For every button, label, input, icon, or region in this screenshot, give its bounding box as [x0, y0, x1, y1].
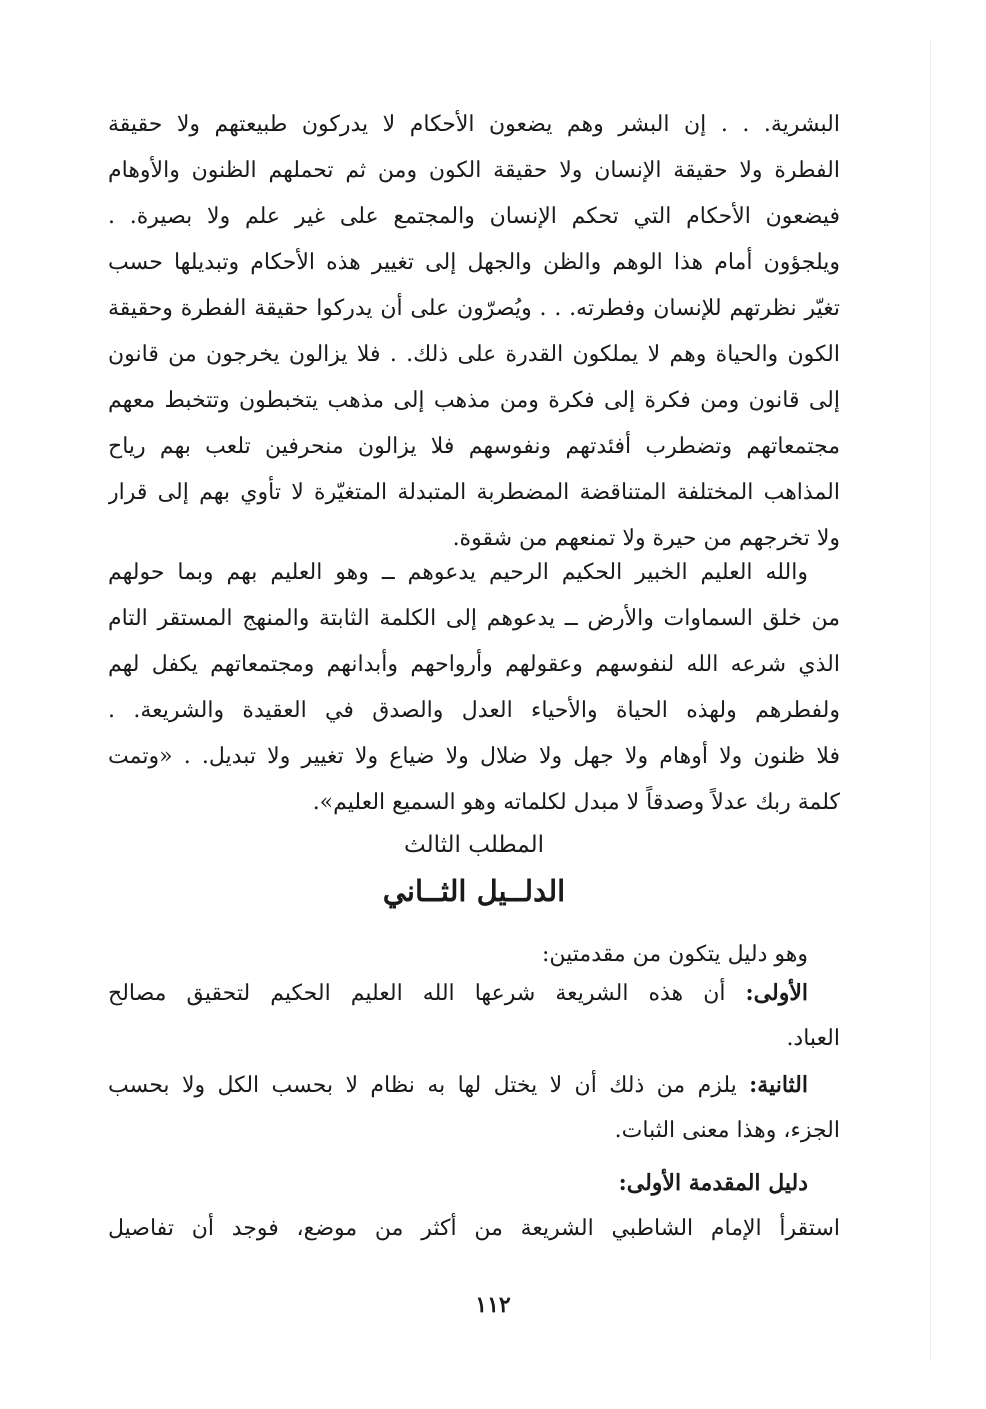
- premise-proof: [108, 1206, 840, 1252]
- page-number: ١١٢: [475, 1292, 511, 1318]
- paragraph-2: [108, 550, 840, 826]
- premise-second-line: [108, 1062, 840, 1108]
- paragraph-line: كلمة ربك عدلاً وصدقاً لا مبدل لكلماته وهو السميع العليم».: [312, 790, 840, 815]
- paragraph-line: الذي شرعه الله لنفوسهم وعقولهم وأرواحهم وأبدانهم ومجتمعاتهم يكفل لهم: [108, 652, 840, 677]
- paragraph-line: إلى قانون ومن فكرة إلى فكرة ومن مذهب إلى مذهب يتخبطون وتتخبط معهم: [108, 388, 840, 413]
- intro-line: وهو دليل يتكون من مقدمتين:: [541, 942, 808, 967]
- paragraph-line: الفطرة ولا حقيقة الإنسان ولا حقيقة الكون ومن ثم تحملهم الظنون والأوهام: [108, 158, 840, 183]
- paragraph-line: ولفطرهم ولهذه الحياة والأحياء العدل والصدق في العقيدة والشريعة. .: [108, 698, 840, 723]
- premise-proof-heading-text: دليل المقدمة الأولى:: [618, 1170, 808, 1196]
- premise-first-lead: الأولى:: [745, 980, 808, 1006]
- paragraph-line: تغيّر نظرتهم للإنسان وفطرته. . . ويُصرّون على أن يدركوا حقيقة الفطرة وحقيقة: [108, 296, 840, 321]
- paragraph-line: الكون والحياة وهم لا يملكون القدرة على ذلك. . فلا يزالون يخرجون من قانون: [108, 342, 840, 367]
- paragraph-line: فيضعون الأحكام التي تحكم الإنسان والمجتمع على غير علم ولا بصيرة. .: [108, 204, 840, 229]
- premise-first-continuation: العباد.: [786, 1026, 840, 1051]
- paragraph-line: ولا تخرجهم من حيرة ولا تمنعهم من شقوة.: [452, 526, 840, 551]
- paragraph-line: مجتمعاتهم وتضطرب أفئدتهم ونفوسهم فلا يزالون منحرفين تلعب بهم رياح: [108, 434, 840, 459]
- premise-second-text: يلزم من ذلك أن لا يختل لها به نظام لا بحسب الكل ولا بحسب: [108, 1073, 737, 1098]
- paragraph-line: من خلق السماوات والأرض ــ يدعوهم إلى الكلمة الثابتة والمنهج المستقر التام: [108, 606, 840, 631]
- paragraph-line: البشرية. . . إن البشر وهم يضعون الأحكام لا يدركون طبيعتهم ولا حقيقة: [108, 112, 840, 137]
- paragraph-line: فلا ظنون ولا أوهام ولا جهل ولا ضلال ولا ضياع ولا تغيير ولا تبديل. . «وتمت: [108, 744, 840, 769]
- premise-second-continuation: الجزء، وهذا معنى الثبات.: [614, 1118, 840, 1143]
- section-label: المطلب الثالث: [403, 832, 544, 858]
- premise-second: [108, 1062, 840, 1154]
- premise-proof-heading: [108, 1160, 840, 1206]
- premise-second-lead: الثانية:: [749, 1072, 808, 1098]
- premise-first-line: [108, 970, 840, 1016]
- page-edge-shadow: [930, 40, 931, 1360]
- paragraph-line: ويلجؤون أمام هذا الوهم والظن والجهل إلى تغيير هذه الأحكام وتبديلها حسب: [108, 250, 840, 275]
- paragraph-line: والله العليم الخبير الحكيم الرحيم يدعوهم ــ وهو العليم بهم وبما حولهم: [108, 560, 808, 585]
- paragraph-line: المذاهب المختلفة المتناقضة المضطربة المتبدلة المتغيّرة لا تأوي بهم إلى قرار: [108, 480, 840, 505]
- premise-first: [108, 970, 840, 1062]
- premise-first-text: أن هذه الشريعة شرعها الله العليم الحكيم لتحقيق مصالح: [108, 981, 726, 1006]
- paragraph-1: [108, 102, 840, 562]
- premise-proof-line: استقرأ الإمام الشاطبي الشريعة من أكثر من موضع، فوجد أن تفاصيل: [108, 1216, 840, 1241]
- section-title: الدلــيل الثــاني: [382, 874, 566, 908]
